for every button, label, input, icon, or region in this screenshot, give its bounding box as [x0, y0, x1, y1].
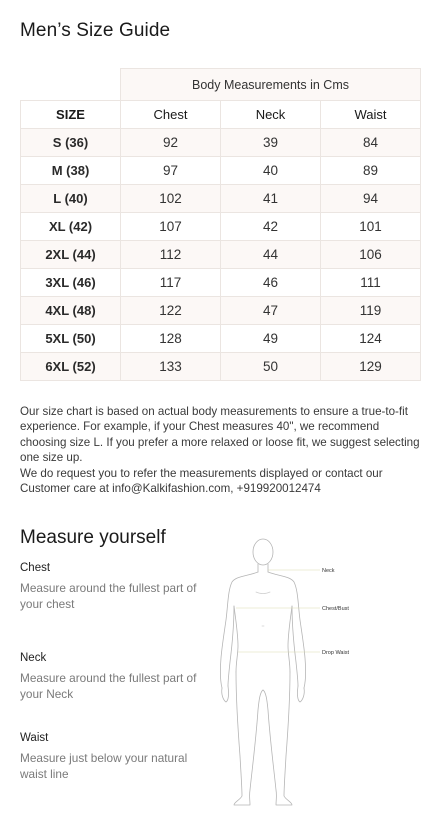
neck-cell: 50 [221, 353, 321, 381]
table-row [21, 185, 421, 213]
note-paragraph-contact: We do request you to refer the measurements displayed or contact our Customer care at info@Kalkifashion.com, +919920012474 [20, 466, 383, 496]
table-row [21, 213, 421, 241]
figure-label-waist: Drop Waist [322, 650, 349, 656]
measure-desc-waist: Measure just below your natural waist line [20, 751, 188, 781]
waist-cell: 84 [321, 129, 421, 157]
table-row [21, 269, 421, 297]
neck-cell: 42 [221, 213, 321, 241]
column-header-size: SIZE [21, 101, 121, 129]
neck-cell: 40 [221, 157, 321, 185]
measure-item-chest [20, 562, 210, 612]
waist-cell: 94 [321, 185, 421, 213]
table-row [21, 241, 421, 269]
neck-cell: 49 [221, 325, 321, 353]
table-row [21, 297, 421, 325]
size-chart-table [20, 68, 421, 381]
table-row [21, 353, 421, 381]
neck-cell: 47 [221, 297, 321, 325]
chest-cell: 117 [121, 269, 221, 297]
figure-label-chest: Chest/Bust [322, 606, 349, 612]
neck-cell: 44 [221, 241, 321, 269]
size-cell: L (40) [21, 185, 121, 213]
waist-cell: 111 [321, 269, 421, 297]
size-cell: 5XL (50) [21, 325, 121, 353]
size-cell: 3XL (46) [21, 269, 121, 297]
table-row [21, 129, 421, 157]
measure-item-waist [20, 732, 210, 782]
size-cell: 2XL (44) [21, 241, 121, 269]
measure-desc-neck: Measure around the fullest part of your Neck [20, 671, 197, 701]
chest-cell: 112 [121, 241, 221, 269]
waist-cell: 101 [321, 213, 421, 241]
size-cell: S (36) [21, 129, 121, 157]
measure-item-neck [20, 652, 210, 702]
body-outline-icon [220, 539, 305, 805]
size-cell: M (38) [21, 157, 121, 185]
chest-cell: 133 [121, 353, 221, 381]
neck-cell: 39 [221, 129, 321, 157]
measure-section-title: Measure yourself [20, 527, 166, 548]
body-outline-illustration [212, 530, 434, 820]
waist-cell: 124 [321, 325, 421, 353]
chest-cell: 92 [121, 129, 221, 157]
size-note [20, 404, 422, 496]
waist-cell: 129 [321, 353, 421, 381]
chest-cell: 122 [121, 297, 221, 325]
body-figure [212, 530, 434, 820]
neck-cell: 41 [221, 185, 321, 213]
chest-cell: 107 [121, 213, 221, 241]
measure-desc-chest: Measure around the fullest part of your chest [20, 581, 197, 611]
chest-cell: 128 [121, 325, 221, 353]
table-corner-blank [21, 69, 121, 101]
measure-heading-waist: Waist [20, 732, 49, 744]
waist-cell: 119 [321, 297, 421, 325]
neck-cell: 46 [221, 269, 321, 297]
chest-cell: 102 [121, 185, 221, 213]
table-row [21, 325, 421, 353]
table-group-header-row [21, 69, 421, 101]
table-column-header-row [21, 101, 421, 129]
size-cell: XL (42) [21, 213, 121, 241]
column-header-chest: Chest [121, 101, 221, 129]
table-group-header: Body Measurements in Cms [121, 69, 421, 101]
column-header-waist: Waist [321, 101, 421, 129]
page-title: Men’s Size Guide [20, 20, 171, 41]
chest-cell: 97 [121, 157, 221, 185]
note-paragraph-fit: Our size chart is based on actual body measurements to ensure a true-to-fit experience. For example, if your Chest measures 40", we recommend choosing size L. If you prefer a more relaxed or loose fit, we suggest selecting one size up. [20, 405, 420, 465]
measure-heading-neck: Neck [20, 652, 47, 664]
waist-cell: 89 [321, 157, 421, 185]
size-cell: 6XL (52) [21, 353, 121, 381]
size-cell: 4XL (48) [21, 297, 121, 325]
waist-cell: 106 [321, 241, 421, 269]
measure-heading-chest: Chest [20, 562, 51, 574]
figure-label-neck: Neck [322, 568, 335, 574]
table-row [21, 157, 421, 185]
measure-guide-lines [236, 570, 320, 652]
column-header-neck: Neck [221, 101, 321, 129]
